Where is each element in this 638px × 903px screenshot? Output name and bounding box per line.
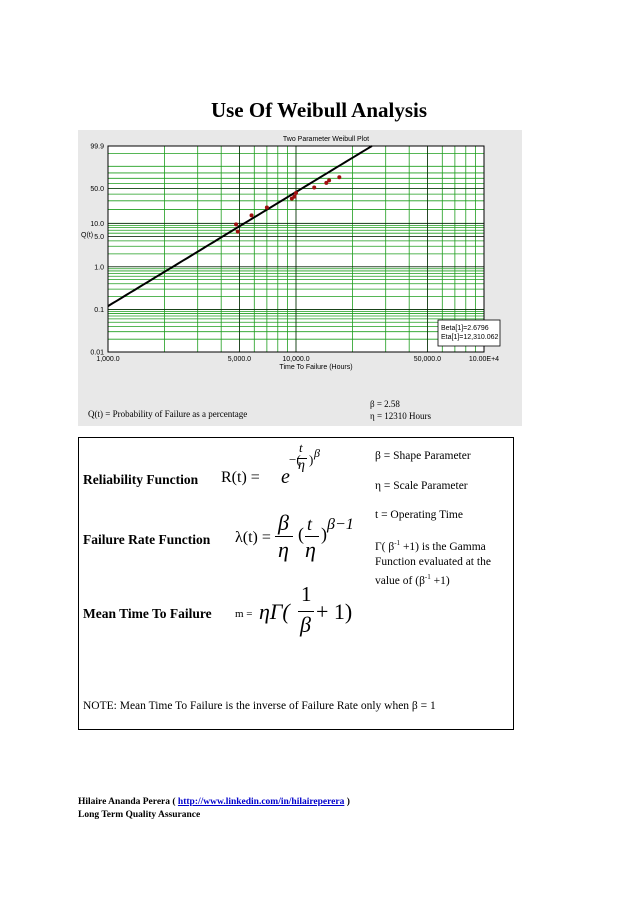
data-point <box>250 213 254 217</box>
eta-value: η = 12310 Hours <box>370 411 432 421</box>
weibull-plot-panel <box>78 130 522 426</box>
y-tick-label: 10.0 <box>90 220 104 228</box>
data-point <box>294 191 298 195</box>
reliability-exp-t: t <box>299 440 303 455</box>
y-tick-label: 99.9 <box>90 143 104 151</box>
legend-box <box>438 320 500 346</box>
footer-subtitle: Long Term Quality Assurance <box>78 810 201 820</box>
def-gamma-d: +1) <box>430 575 450 587</box>
failure-rate-paren-open: ( <box>298 524 304 544</box>
def-gamma <box>375 536 513 589</box>
mttf-beta: β <box>300 612 311 637</box>
failure-rate-eta: η <box>278 537 289 562</box>
def-time: t = Operating Time <box>375 509 463 521</box>
weibull-plot <box>78 130 522 426</box>
y-axis-label: Q(t) <box>81 232 94 239</box>
reliability-lhs: R(t) = <box>221 469 260 486</box>
legend-line: Beta[1]=2.6796 <box>441 325 489 332</box>
author-line <box>78 796 350 809</box>
mttf-one: 1 <box>301 582 312 606</box>
def-shape: β = Shape Parameter <box>375 450 471 462</box>
note-text: NOTE: Mean Time To Failure is the inverse of Failure Rate only when β = 1 <box>83 700 436 712</box>
x-tick-label: 50,000.0 <box>413 356 442 363</box>
author-prefix: Hilaire Ananda Perera ( <box>78 797 178 807</box>
author-suffix: ) <box>344 797 350 807</box>
def-scale: η = Scale Parameter <box>375 480 468 492</box>
linkedin-link[interactable]: http://www.linkedin.com/in/hilaireperera <box>177 797 345 807</box>
x-tick-label: 10.00E+4 <box>468 356 500 363</box>
formula-box <box>78 437 514 730</box>
y-tick-label: 5.0 <box>94 234 104 242</box>
failure-rate-paren-close: ) <box>321 524 327 544</box>
beta-value: β = 2.58 <box>370 399 400 409</box>
reliability-exp-eta: η <box>298 458 305 473</box>
def-gamma-a: Γ( β <box>375 541 395 553</box>
parameter-values <box>370 398 431 422</box>
y-tick-label: 50.0 <box>90 186 104 194</box>
reliability-base-e: e <box>281 466 290 488</box>
data-point <box>236 230 240 234</box>
reliability-exp-close: ) <box>309 452 314 467</box>
failure-rate-lhs: λ(t) = <box>235 529 271 546</box>
data-point <box>337 175 341 179</box>
data-point <box>292 195 296 199</box>
failure-rate-exponent: β−1 <box>327 516 354 533</box>
chart-title: Two Parameter Weibull Plot <box>282 136 370 143</box>
data-point <box>234 222 238 226</box>
x-tick-label: 10,000.0 <box>282 356 310 363</box>
y-tick-label: 0.1 <box>94 306 104 314</box>
def-gamma-sup-2: -1 <box>424 573 431 581</box>
x-tick-label: 1,000.0 <box>96 356 120 363</box>
reliability-label: Reliability Function <box>83 472 199 487</box>
mttf-label: Mean Time To Failure <box>83 606 212 621</box>
def-gamma-sup: -1 <box>394 539 401 547</box>
data-point <box>327 178 331 182</box>
mttf-lhs: m = <box>235 608 253 620</box>
failure-rate-t: t <box>307 514 313 534</box>
mttf-eta-gamma: ηΓ( <box>259 599 290 624</box>
mttf-plus-one: + 1) <box>316 599 353 624</box>
failure-rate-beta: β <box>278 510 289 535</box>
failure-rate-label: Failure Rate Function <box>83 532 211 547</box>
def-gamma-line2: Function evaluated at the <box>375 556 491 568</box>
data-point <box>312 185 316 189</box>
y-tick-label: 0.01 <box>90 349 104 357</box>
footer <box>78 796 350 822</box>
plot-caption: Q(t) = Probability of Failure as a percentage <box>88 409 248 419</box>
y-tick-label: 1.0 <box>94 264 104 272</box>
x-axis-label: Time To Failure (Hours) <box>279 364 353 371</box>
legend-line: Eta[1]=12,310.062 <box>441 334 499 341</box>
reliability-exp-beta: β <box>314 446 320 460</box>
x-tick-label: 5,000.0 <box>227 356 252 363</box>
failure-rate-eta-2: η <box>305 537 316 562</box>
page-title: Use Of Weibull Analysis <box>210 98 428 122</box>
reliability-exp-sign: −( <box>289 452 301 467</box>
data-point <box>265 205 269 209</box>
def-gamma-b: +1) is the Gamma <box>400 541 486 553</box>
def-gamma-c: value of (β <box>375 575 425 587</box>
